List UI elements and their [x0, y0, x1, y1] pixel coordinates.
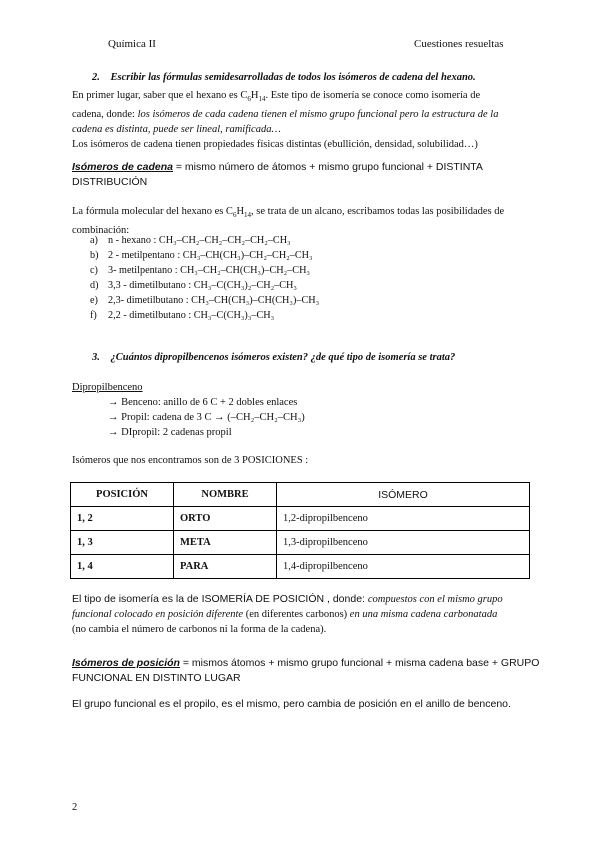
list-item: d) 3,3 - dimetilbutano : CH₃–C(CH₃)₂–CH₂–CH₃	[90, 280, 297, 291]
table-header: POSICIÓN	[71, 483, 174, 507]
table-header-row	[71, 483, 530, 507]
table-cell: 1,4-dipropilbenceno	[277, 555, 530, 579]
q3-number: 3.	[92, 352, 100, 363]
table-row	[71, 555, 530, 579]
q2-isomer-list	[90, 233, 510, 323]
q3-title-line	[92, 352, 455, 363]
table-cell: PARA	[174, 555, 277, 579]
table-header: NOMBRE	[174, 483, 277, 507]
table-header: ISÓMERO	[277, 483, 530, 507]
q2-paragraph-2: La fórmula molecular del hexano es $C_6H_{14}$, se trata de un alcano, escribamos todas las posibilidades de combinación:	[72, 206, 505, 237]
q3-paragraph-2: El grupo funcional es el propilo, es el mismo, pero cambia de posición en el anillo de benceno.	[72, 698, 511, 710]
q3-paragraph-1: El tipo de isomería es la de ISOMERÍA DE POSICIÓN , donde: compuestos con el mismo grupo funcional colocado en posición diferente (en diferentes carbonos) en una misma cadena carbonatada (no cambia el número de carbonos ni la forma de la cadena).	[72, 593, 503, 635]
q2-definition: Isómeros de cadena = mismo número de átomos + mismo grupo funcional + DISTINTA DISTRIBUCIÓN	[72, 161, 483, 188]
q3-arrow-line: → Propil: cadena de 3 C → (–CH₂–CH₂–CH₃)	[108, 412, 305, 423]
q3-def-term: Isómeros de posición	[72, 657, 180, 669]
table-cell: 1,3-dipropilbenceno	[277, 531, 530, 555]
q2-title-line	[92, 72, 476, 83]
table-cell: 1, 3	[71, 531, 174, 555]
q3-title: ¿Cuántos dipropilbencenos isómeros existen? ¿de qué tipo de isomería se trata?	[110, 352, 456, 363]
table-cell: 1,2-dipropilbenceno	[277, 507, 530, 531]
table-cell: 1, 2	[71, 507, 174, 531]
q3-intro: Isómeros que nos encontramos son de 3 POSICIONES :	[72, 455, 309, 466]
q3-definition: Isómeros de posición = mismos átomos + mismo grupo funcional + misma cadena base + GRUPO FUNCIONAL EN DISTINTO LUGAR	[72, 657, 540, 684]
list-item: c) 3- metilpentano : CH₃–CH₂–CH(CH₃)–CH₂–CH₃	[90, 265, 310, 276]
list-item: e) 2,3- dimetilbutano : CH₃–CH(CH₃)–CH(CH₃)–CH₃	[90, 295, 320, 306]
table-cell: ORTO	[174, 507, 277, 531]
list-item: b) 2 - metilpentano : CH₃–CH(CH₃)–CH₂–CH₂–CH₃	[90, 250, 313, 261]
q2-number: 2.	[92, 72, 100, 83]
q2-title: Escribir las fórmulas semidesarrolladas de todos los isómeros de cadena del hexano.	[110, 72, 476, 83]
q3-arrow-line: → DIpropil: 2 cadenas propil	[108, 427, 232, 438]
isomer-table	[70, 482, 530, 579]
table-cell: 1, 4	[71, 555, 174, 579]
q3-arrow-line: → Benceno: anillo de 6 C + 2 dobles enlaces	[108, 397, 298, 408]
table-row	[71, 531, 530, 555]
q2-paragraph-1: En primer lugar, saber que el hexano es $C_6H_{14}$. Este tipo de isomería se conoce como isomería de cadena, donde: los isómeros de cada cadena tienen el mismo grupo funcional pero la estructura de la cadena es distinta, puede ser lineal, ramificada… Los isómeros de cadena tienen propiedades físicas distintas (ebullición, densidad, solubilidad…)	[72, 90, 499, 151]
table-cell: META	[174, 531, 277, 555]
page-number: 2	[72, 802, 78, 813]
q2-def-term: Isómeros de cadena	[72, 161, 173, 173]
header-right: Cuestiones resueltas	[414, 38, 504, 50]
list-item: f) 2,2 - dimetilbutano : CH₃–C(CH₃)₃–CH₃	[90, 310, 275, 321]
q3-term: Dipropilbenceno	[72, 382, 143, 393]
list-item: a) n - hexano : CH₃–CH₂–CH₂–CH₂–CH₂–CH₃	[90, 235, 291, 246]
table-row	[71, 507, 530, 531]
header-left: Química II	[108, 38, 156, 50]
